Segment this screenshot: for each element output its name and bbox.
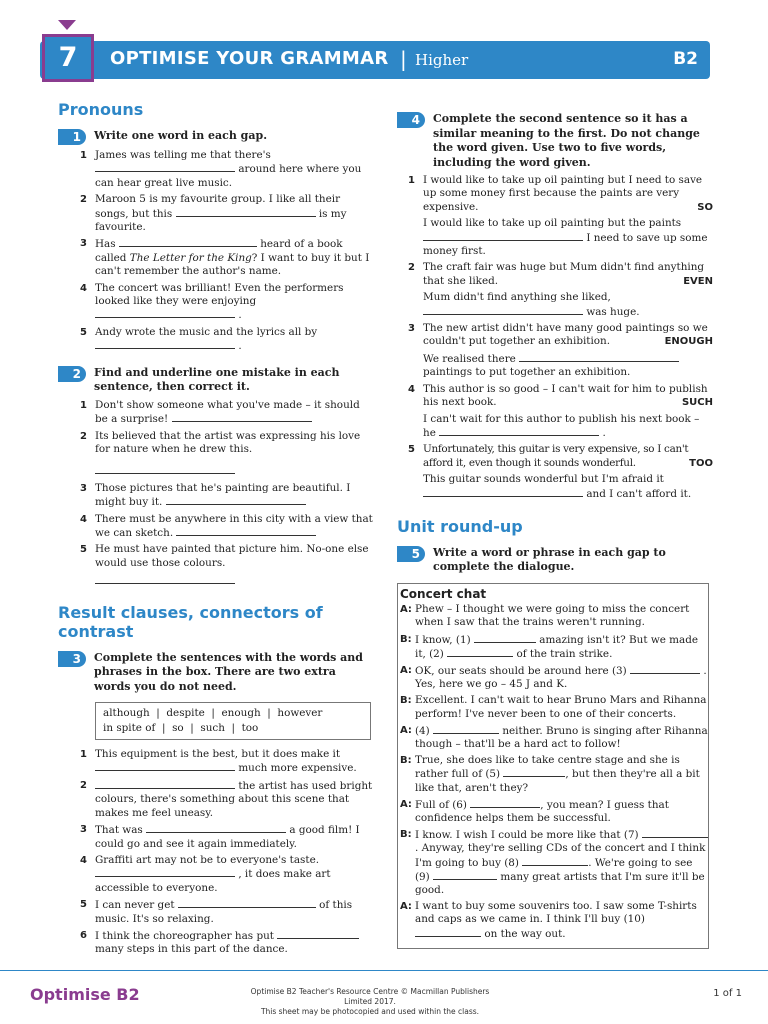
list-item: 2 the artist has used bright colours, there's something about this scene that makes me feel uneasy. [80, 779, 373, 819]
answer-gap[interactable] [447, 647, 513, 657]
banner-separator: | [400, 47, 407, 71]
section-heading-unit-round-up: Unit round-up [397, 516, 523, 536]
answer-gap[interactable] [95, 162, 235, 172]
answer-gap[interactable] [439, 426, 599, 436]
answer-gap[interactable] [95, 574, 235, 584]
answer-gap[interactable] [176, 207, 316, 217]
answer-gap[interactable] [95, 308, 235, 318]
left-column [58, 100, 374, 960]
answer-gap[interactable] [474, 633, 536, 643]
list-item: 5 He must have painted that picture him. No-one else would use those colours. [58, 543, 374, 588]
list-item: 2 Maroon 5 is my favourite group. I like all their songs, but this is my favourite. [80, 193, 347, 234]
section-heading-pronouns: Pronouns [58, 100, 144, 119]
answer-gap[interactable] [178, 898, 316, 908]
key-word: ENOUGH [664, 336, 713, 348]
dialogue-line: B: True, she does like to take centre stage and she is rather full of (5) , but then they're all a bit like that, aren't they? [400, 754, 700, 794]
answer-gap[interactable] [176, 526, 316, 536]
exercise-instruction: Complete the second sentence so it has a similar meaning to the first. Do not change the word given. Use two to five words, including the word given. [433, 112, 700, 169]
answer-gap[interactable] [423, 231, 583, 241]
unit-number: 7 [42, 34, 94, 82]
answer-gap[interactable] [277, 929, 359, 939]
dialogue-line: A: Full of (6) , you mean? I guess that confidence helps them be successful. [400, 798, 669, 824]
list-item: 4 The concert was brilliant! Even the performers looked like they were enjoying . [80, 281, 344, 322]
answer-gap[interactable] [519, 352, 679, 362]
answer-gap[interactable] [415, 927, 481, 937]
list-item: 1 I would like to take up oil painting but I need to save up some money first because the paints are very expensive. SO I would like to take up oil painting but the paints I need to save up some money first. [408, 174, 713, 258]
section-heading-result-clauses: Result clauses, connectors of contrast [58, 602, 323, 641]
dialogue-line: A: Phew – I thought we were going to miss the concert when I saw that the trains weren't running. [400, 603, 690, 629]
key-word: SUCH [681, 397, 713, 409]
banner-level: Higher [415, 51, 469, 69]
list-item: 2 Its believed that the artist was expressing his love for nature when he drew this. [58, 430, 374, 479]
banner-title: OPTIMISE YOUR GRAMMAR [110, 48, 389, 69]
answer-gap[interactable] [146, 823, 286, 833]
exercise-number: 4 [397, 112, 425, 128]
exercise-number: 1 [58, 129, 86, 145]
answer-gap[interactable] [119, 237, 257, 247]
list-item: 4 There must be anywhere in this city with a view that we can sketch. [80, 512, 373, 539]
dialogue-title: Concert chat [400, 586, 487, 601]
list-item: 5 Andy wrote the music and the lyrics all by . [80, 325, 318, 353]
answer-gap[interactable] [470, 798, 540, 808]
answer-gap[interactable] [172, 412, 312, 422]
list-item: 3 The new artist didn't have many good paintings so we couldn't put together an exhibition. ENOUGH We realised there paintings to put together an exhibition. [408, 322, 713, 379]
answer-gap[interactable] [522, 856, 588, 866]
answer-gap[interactable] [423, 487, 583, 497]
answer-gap[interactable] [95, 867, 235, 877]
list-item: 1 This equipment is the best, but it does make it much more expensive. [80, 748, 357, 775]
word-box: although | despite | enough | however in spite of | so | such | too [95, 702, 371, 740]
list-item: 1 James was telling me that there's around here where you can hear great live music. [80, 149, 362, 189]
banner-code: B2 [673, 49, 698, 69]
list-item: 5 Unfortunately, this guitar is very expensive, so I can't afford it, even though it sounds wonderful. TOO This guitar sounds wonderful but I'm afraid it and I can't afford it. [408, 443, 713, 500]
key-word: SO [697, 201, 713, 213]
answer-gap[interactable] [95, 779, 235, 789]
dialogue-line: B: I know, (1) amazing isn't it? But we made it, (2) of the train strike. [400, 633, 699, 660]
exercise-4-header [397, 112, 713, 170]
answer-gap[interactable] [95, 464, 235, 474]
list-item: 6 I think the choreographer has put many steps in this part of the dance. [58, 929, 374, 957]
exercise-number: 3 [58, 651, 86, 667]
dialogue-box [397, 583, 709, 949]
answer-gap[interactable] [433, 724, 499, 734]
page-number: 1 of 1 [713, 988, 742, 999]
dialogue-line: B: Excellent. I can't wait to hear Bruno Mars and Rihanna perform! I've never been to one of their concerts. [400, 694, 707, 720]
right-column [397, 112, 713, 949]
list-item: 4 Graffiti art may not be to everyone's taste. , it does make art accessible to everyone. [80, 853, 331, 894]
footer-divider [0, 970, 768, 971]
exercise-instruction: Find and underline one mistake in each sentence, then correct it. [94, 365, 340, 394]
dialogue-line: A: (4) neither. Bruno is singing after Rihanna though – that'll be a hard act to follow! [400, 724, 708, 750]
list-item: 4 This author is so good – I can't wait for him to publish his next book. SUCH I can't wait for this author to publish his next book – he . [408, 382, 713, 439]
answer-gap[interactable] [503, 767, 565, 777]
exercise-number: 2 [58, 366, 86, 382]
list-item: 2 The craft fair was huge but Mum didn't find anything that she liked. EVEN Mum didn't find anything she liked, was huge. [408, 261, 713, 318]
key-word: EVEN [683, 275, 713, 287]
exercise-number: 5 [397, 546, 425, 562]
answer-gap[interactable] [95, 761, 235, 771]
exercise-3-items [58, 748, 374, 957]
list-item: 3 That was a good film! I could go and see it again immediately. [80, 824, 360, 850]
exercise-2-header [58, 366, 374, 395]
exercise-instruction: Write a word or phrase in each gap to complete the dialogue. [433, 545, 666, 574]
list-item: 1 Don't show someone what you've made – it should be a surprise! [80, 398, 360, 426]
footer-copyright: Optimise B2 Teacher's Resource Centre © Macmillan Publishers Limited 2017. This sheet may be photocopied and used within the class. [250, 987, 490, 1016]
footer-brand: Optimise B2 [30, 985, 140, 1004]
answer-gap[interactable] [433, 870, 497, 880]
exercise-instruction: Write one word in each gap. [94, 129, 268, 142]
list-item: 5 I can never get of this music. It's so relaxing. [80, 899, 353, 925]
dialogue-line: B: I know. I wish I could be more like that (7) . Anyway, they're selling CDs of the concert and I think I'm going to buy (8) . We're going to see (9) many great artists that I'm sure it'll be good. [400, 828, 708, 897]
list-item: 3 Has heard of a book called The Letter for the King? I want to buy it but I can't remember the author's name. [80, 238, 370, 278]
exercise-2-items [58, 399, 374, 589]
answer-gap[interactable] [166, 495, 306, 505]
dialogue-line: A: I want to buy some souvenirs too. I saw some T-shirts and caps as we came in. I think I'll buy (10) on the way out. [400, 900, 697, 940]
exercise-5-header [397, 546, 713, 575]
dialogue-line: A: OK, our seats should be around here (3) . Yes, here we go – 45 J and K. [400, 664, 707, 691]
exercise-1-items [58, 149, 374, 354]
exercise-1-header [58, 129, 374, 145]
answer-gap[interactable] [95, 339, 235, 349]
exercise-4-items [397, 174, 713, 501]
exercise-instruction: Complete the sentences with the words and phrases in the box. There are two extra words you do not need. [94, 650, 363, 693]
list-item: 3 Those pictures that he's painting are beautiful. I might buy it. [80, 481, 351, 509]
answer-gap[interactable] [630, 664, 700, 674]
unit-marker-triangle [58, 20, 76, 30]
key-word: TOO [689, 457, 713, 469]
answer-gap[interactable] [423, 305, 583, 315]
exercise-3-header [58, 651, 374, 695]
answer-gap[interactable] [642, 828, 708, 838]
